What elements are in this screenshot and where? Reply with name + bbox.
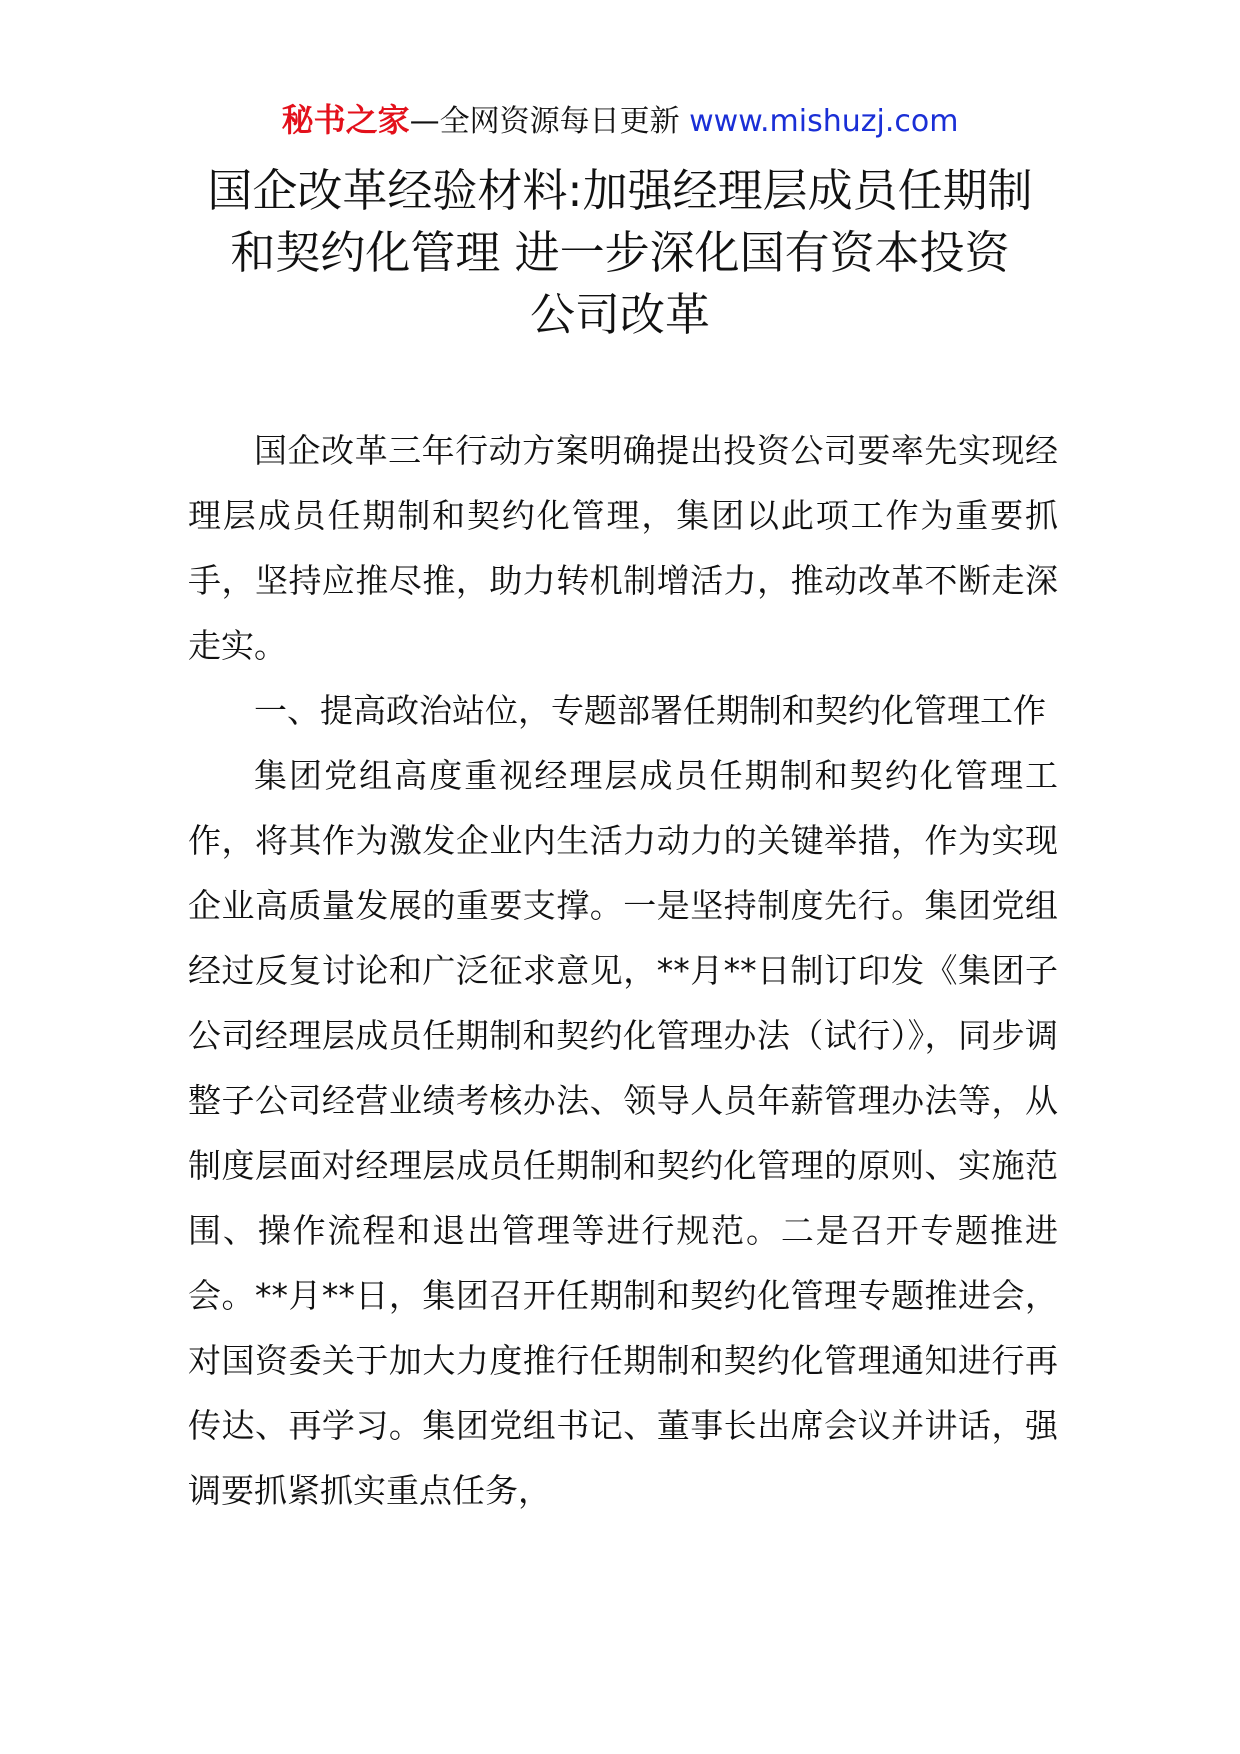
title-line-1: 国企改革经验材料:加强经理层成员任期制 xyxy=(207,164,1033,217)
website-url: www.mishuzj.com xyxy=(689,104,959,139)
title-line-3: 公司改革 xyxy=(529,288,710,341)
paragraph-intro: 国企改革三年行动方案明确提出投资公司要率先实现经理层成员任期制和契约化管理，集团以此项工作为重要抓手，坚持应推尽推，助力转机制增活力，推动改革不断走深走实。 xyxy=(188,431,1058,665)
document-title xyxy=(160,160,1080,346)
brand-name: 秘书之家 xyxy=(281,101,410,139)
banner-tagline: —全网资源每日更新 xyxy=(409,104,690,139)
paragraph-section-1: 集团党组高度重视经理层成员任期制和契约化管理工作，将其作为激发企业内生活力动力的关键举措，作为实现企业高质量发展的重要支撑。一是坚持制度先行。集团党组经过反复讨论和广泛征求意见，**月**日制订印发《集团子公司经理层成员任期制和契约化管理办法（试行）》，同步调整子公司经营业绩考核办法、领导人员年薪管理办法等，从制度层面对经理层成员任期制和契约化管理的原则、实施范围、操作流程和退出管理等进行规范。二是召开专题推进会。**月**日，集团召开任期制和契约化管理专题推进会，对国资委关于加大力度推行任期制和契约化管理通知进行再传达、再学习。集团党组书记、董事长出席会议并讲话，强调要抓紧抓实重点任务， xyxy=(188,756,1058,1510)
header-banner xyxy=(0,100,1240,142)
document-body xyxy=(188,418,1058,1523)
section-heading-1: 一、提高政治站位，专题部署任期制和契约化管理工作 xyxy=(254,691,1046,730)
title-line-2: 和契约化管理 进一步深化国有资本投资 xyxy=(230,226,1010,279)
